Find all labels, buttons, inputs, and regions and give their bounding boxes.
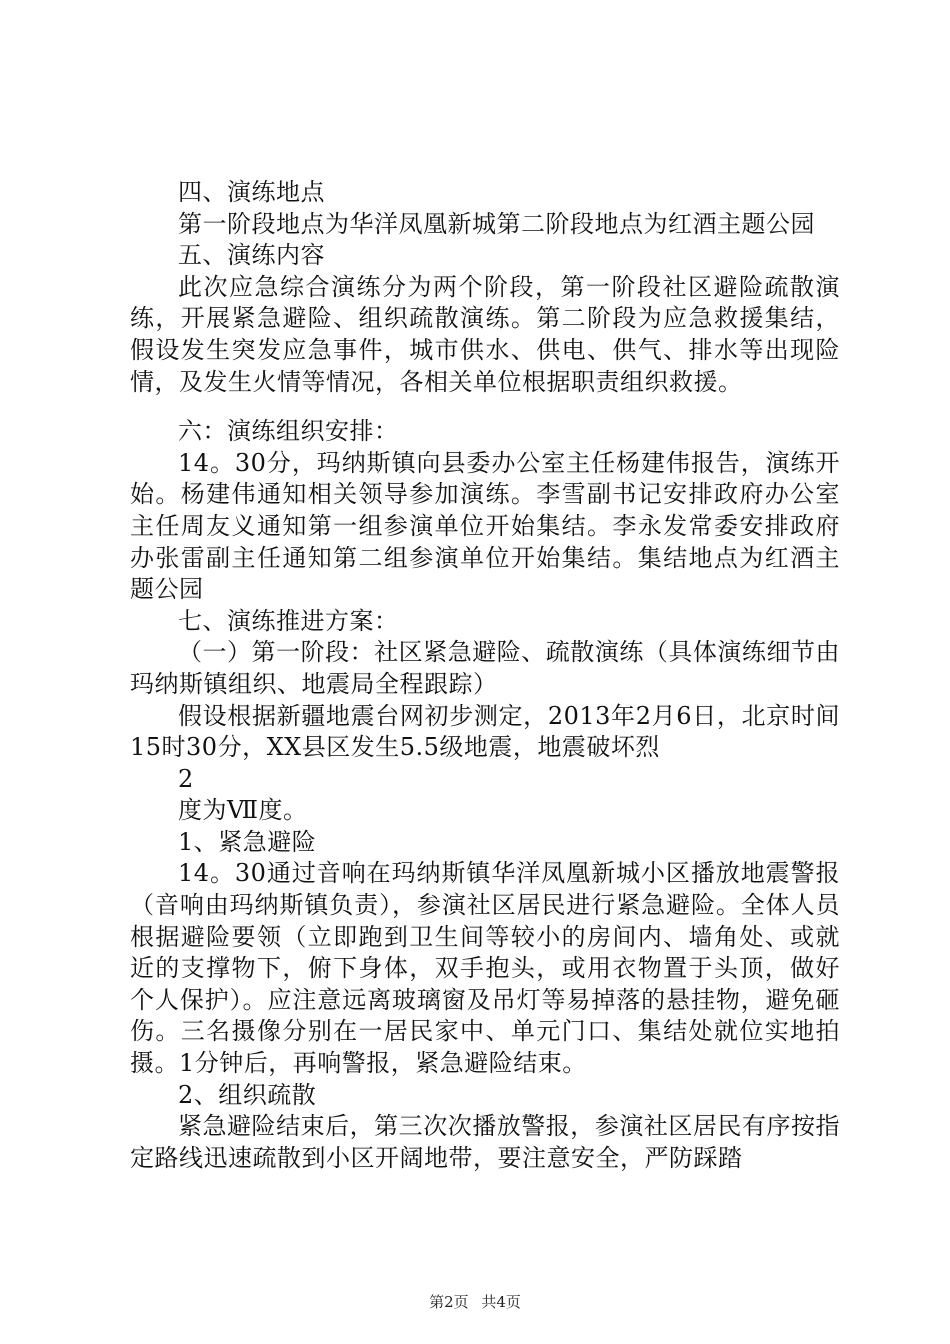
section-heading-arrangement: 六：演练组织安排： xyxy=(178,417,399,446)
page-footer xyxy=(0,1291,950,1312)
subheading-evacuation: 2、组织疏散 xyxy=(178,1080,317,1109)
paragraph-evacuation: 紧急避险结束后，第三次次播放警报，参演社区居民有序按指定路线迅速疏散到小区开阔地带，要注意安全，严防踩踏 xyxy=(130,1112,840,1172)
paragraph-location: 第一阶段地点为华洋凤凰新城第二阶段地点为红酒主题公园 xyxy=(178,209,815,238)
section-heading-location: 四、演练地点 xyxy=(178,178,325,206)
stray-page-number: 2 xyxy=(178,764,194,793)
paragraph-arrangement: 14。30分，玛纳斯镇向县委办公室主任杨建伟报告，演练开始。杨建伟通知相关领导参加演练。李雪副书记安排政府办公室主任周友义通知第一组参演单位开始集结。李永发常委安排政府办张雷副主任通知第二组参演单位开始集结。集结地点为红酒主题公园 xyxy=(130,448,840,604)
page-total: 共4页 xyxy=(481,1293,521,1311)
subheading-emergency-avoidance: 1、紧急避险 xyxy=(178,827,317,856)
paragraph-emergency-avoidance: 14。30通过音响在玛纳斯镇华洋凤凰新城小区播放地震警报（音响由玛纳斯镇负责），参演社区居民进行紧急避险。全体人员根据避险要领（立即跑到卫生间等较小的房间内、墙角处、或就近的支撑物下，俯下身体，双手抱头，或用衣物置于头顶，做好个人保护）。应注意远离玻璃窗及吊灯等易掉落的悬挂物，避免砸伤。三名摄像分别在一居民家中、单元门口、集结处就位实地拍摄。1分钟后，再响警报，紧急避险结束。 xyxy=(130,859,840,1078)
paragraph-content: 此次应急综合演练分为两个阶段，第一阶段社区避险疏散演练，开展紧急避险、组织疏散演练。第二阶段为应急救援集结，假设发生突发应急事件，城市供水、供电、供气、排水等出现险情，及发生火情等情况，各相关单位根据职责组织救援。 xyxy=(130,272,840,396)
section-heading-plan: 七、演练推进方案： xyxy=(178,606,399,635)
paragraph-intensity: 度为Ⅶ度。 xyxy=(178,796,308,825)
paragraph-earthquake-scenario: 假设根据新疆地震台网初步测定，2013年2月6日，北京时间15时30分，XX县区发生5.5级地震，地震破坏烈 xyxy=(130,701,840,762)
document-body xyxy=(130,177,840,1174)
page-number: 第2页 xyxy=(429,1293,469,1311)
subsection-heading-phase-one: （一）第一阶段：社区紧急避险、疏散演练（具体演练细节由玛纳斯镇组织、地震局全程跟踪） xyxy=(130,638,840,698)
section-heading-content: 五、演练内容 xyxy=(178,241,325,270)
